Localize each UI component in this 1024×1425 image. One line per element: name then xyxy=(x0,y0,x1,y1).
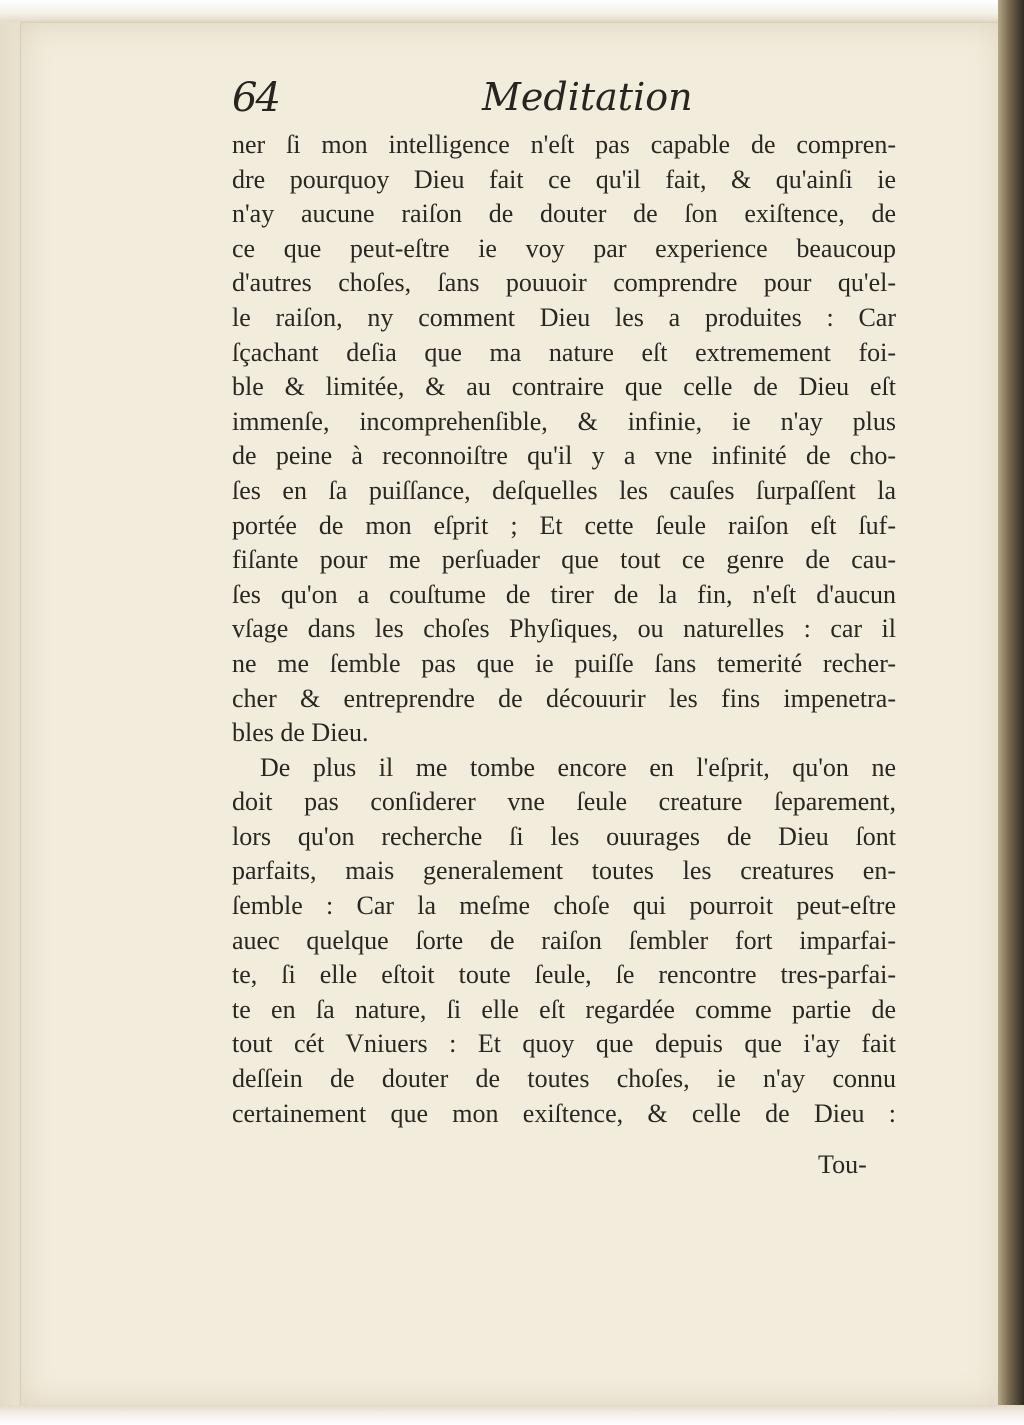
text-line: ſemble : Car la meſme choſe qui pourroit peut-eſtre xyxy=(232,891,896,921)
text-line: portée de mon eſprit ; Et cette ſeule raiſon eſt ſuf- xyxy=(232,510,896,540)
text-line: ce que peut-eſtre ie voy par experience beaucoup xyxy=(232,233,896,263)
text-line: vſage dans les choſes Phyſiques, ou naturelles : car il xyxy=(232,614,896,644)
text-line: n'ay aucune raiſon de douter de ſon exiſtence, de xyxy=(232,199,896,229)
text-line: dre pourquoy Dieu fait ce qu'il fait, & qu'ainſi ie xyxy=(232,164,896,194)
page-header xyxy=(232,75,892,125)
text-line: ne me ſemble pas que ie puiſſe ſans temerité recher- xyxy=(232,648,896,678)
text-line: auec quelque ſorte de raiſon ſembler fort imparfai- xyxy=(232,925,896,955)
text-line: d'autres choſes, ſans pouuoir comprendre pour qu'el- xyxy=(232,268,896,298)
text-line: ner ſi mon intelligence n'eſt pas capable de compren- xyxy=(232,130,896,159)
paragraph-1 xyxy=(232,128,896,751)
running-title: Meditation xyxy=(482,75,693,119)
scan-top-edge xyxy=(0,0,1024,22)
text-line: parfaits, mais generalement toutes les creatures en- xyxy=(232,856,896,886)
text-line: cher & entreprendre de découurir les fins impenetra- xyxy=(232,683,896,713)
text-line: fiſante pour me perſuader que tout ce genre de cau- xyxy=(232,545,896,575)
book-spine-edge xyxy=(998,0,1024,1425)
text-line: de peine à reconnoiſtre qu'il y a vne infinité de cho- xyxy=(232,441,896,471)
text-line: lors qu'on recherche ſi les ouurages de Dieu ſont xyxy=(232,821,896,851)
text-line: ſes qu'on a couſtume de tirer de la fin, n'eſt d'aucun xyxy=(232,579,896,609)
text-line: deſſein de douter de toutes choſes, ie n'ay connu xyxy=(232,1064,896,1094)
text-line: te, ſi elle eſtoit toute ſeule, ſe rencontre tres-parfai- xyxy=(232,960,896,990)
text-line: ſes en ſa puiſſance, deſquelles les cauſes ſurpaſſent la xyxy=(232,475,896,505)
text-line: doit pas conſiderer vne ſeule creature ſeparement, xyxy=(232,787,896,817)
text-line: bles de Dieu. xyxy=(232,718,369,748)
paragraph-2 xyxy=(232,751,896,1132)
catchword: Tou- xyxy=(818,1150,867,1179)
text-line: le raiſon, ny comment Dieu les a produites : Car xyxy=(232,302,896,332)
page-number: 64 xyxy=(232,75,279,121)
text-line: te en ſa nature, ſi elle eſt regardée comme partie de xyxy=(232,994,896,1024)
text-line: De plus il me tombe encore en l'eſprit, qu'on ne xyxy=(260,752,896,782)
scan-bottom-edge xyxy=(0,1405,1024,1425)
text-line: ſçachant deſia que ma nature eſt extremement foi- xyxy=(232,337,896,367)
text-line: certainement que mon exiſtence, & celle de Dieu : xyxy=(232,1098,896,1128)
text-line: tout cét Vniuers : Et quoy que depuis que i'ay fait xyxy=(232,1029,896,1059)
body-text xyxy=(232,128,896,1131)
text-line: ble & limitée, & au contraire que celle de Dieu eſt xyxy=(232,372,896,402)
text-line: immenſe, incomprehenſible, & infinie, ie n'ay plus xyxy=(232,406,896,436)
